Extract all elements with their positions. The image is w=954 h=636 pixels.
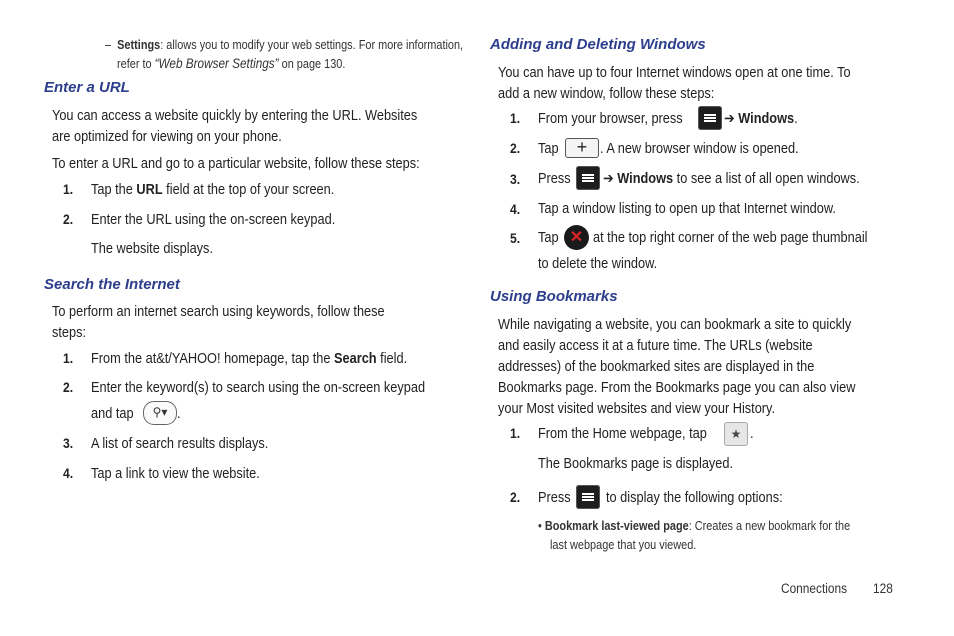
search-step-2-line-2: and tap [91, 406, 134, 422]
url-para-1-line-1: You can access a website quickly by entering the URL. Websites [52, 108, 418, 124]
bm-para-line-5: your Most visited websites and view your History. [498, 401, 776, 417]
bm-para-line-2: and easily access it at a future time. The URLs (website [498, 338, 813, 354]
bm-step-2-end: to display the following options: [606, 490, 783, 506]
step-number: 2. [510, 141, 521, 156]
settings-item [105, 36, 463, 54]
win-para-line-1: You can have up to four Internet windows open at one time. To [498, 65, 851, 81]
win-step-3-text: Press [538, 171, 571, 187]
bookmark-icon: ★ [724, 422, 748, 446]
search-step-2-line-1: Enter the keyword(s) to search using the on-screen keypad [91, 380, 426, 396]
heading-search-internet: Search the Internet [44, 276, 180, 293]
bm-step-1-result: The Bookmarks page is displayed. [538, 456, 734, 472]
bm-para-line-4: Bookmarks page. From the Bookmarks page you can also view [498, 380, 856, 396]
bm-step-1-text: From the Home webpage, tap [538, 426, 707, 442]
step-number: 1. [510, 111, 521, 126]
bm-para-line-3: addresses) of the bookmarked sites are displayed in the [498, 359, 815, 375]
step-number: 1. [63, 182, 74, 197]
step-number: 4. [510, 202, 521, 217]
heading-using-bookmarks: Using Bookmarks [490, 288, 618, 305]
bm-step-1-end: . [750, 426, 754, 442]
search-step-1: From the at&t/YAHOO! homepage, tap the Search field. [91, 351, 408, 367]
win-step-5-line-2: to delete the window. [538, 256, 658, 272]
dash-marker: – [105, 37, 112, 52]
win-step-1-text: From your browser, press [538, 111, 683, 127]
url-step-2: Enter the URL using the on-screen keypad. [91, 212, 336, 228]
bullet-desc: : Creates a new bookmark for the [688, 518, 851, 533]
bm-para-line-1: While navigating a website, you can bookmark a site to quickly [498, 317, 852, 333]
win-step-2-text: Tap [538, 141, 559, 157]
search-para-line-2: steps: [52, 325, 87, 341]
footer-section: Connections [781, 581, 848, 596]
step-number: 1. [63, 351, 74, 366]
bm-step-2-text: Press [538, 490, 571, 506]
settings-desc: : allows you to modify your web settings. For more information, [160, 37, 464, 52]
close-window-icon [564, 225, 589, 250]
step-number: 4. [63, 466, 74, 481]
ref-pre: refer to [117, 56, 155, 71]
search-step-2-period: . [177, 406, 181, 422]
menu-key-icon [576, 166, 600, 190]
url-para-2: To enter a URL and go to a particular website, follow these steps: [52, 156, 420, 172]
bm-bullet-1 [538, 517, 850, 535]
win-step-5-end: at the top right corner of the web page thumbnail [593, 230, 868, 246]
step-number: 2. [63, 380, 74, 395]
menu-key-icon [698, 106, 722, 130]
win-step-1-end: ➔ Windows. [724, 111, 798, 127]
heading-enter-url: Enter a URL [44, 79, 130, 96]
url-para-1-line-2: are optimized for viewing on your phone. [52, 129, 282, 145]
plus-icon: + [565, 138, 599, 158]
ref-post: on page 130. [278, 56, 346, 71]
search-step-4: Tap a link to view the website. [91, 466, 260, 482]
search-icon: ⚲▾ [143, 401, 177, 425]
heading-adding-deleting-windows: Adding and Deleting Windows [490, 36, 706, 53]
settings-term: Settings [117, 37, 161, 52]
ref-link[interactable]: “Web Browser Settings” [154, 55, 279, 71]
url-step-1: Tap the URL field at the top of your screen. [91, 182, 335, 198]
bullet-term: Bookmark last-viewed page [544, 518, 689, 533]
bullet-marker: • [538, 518, 542, 533]
win-para-line-2: add a new window, follow these steps: [498, 86, 715, 102]
step-number: 5. [510, 231, 521, 246]
win-step-3-end: ➔ Windows to see a list of all open windows. [603, 171, 860, 187]
win-step-2-end: . A new browser window is opened. [600, 141, 799, 157]
win-step-4: Tap a window listing to open up that Internet window. [538, 201, 836, 217]
step-number: 2. [510, 490, 521, 505]
page-number: 128 [873, 581, 893, 596]
step-number: 1. [510, 426, 521, 441]
search-step-3: A list of search results displays. [91, 436, 269, 452]
step-number: 3. [510, 172, 521, 187]
menu-key-icon [576, 485, 600, 509]
step-number: 3. [63, 436, 74, 451]
url-step-2-result: The website displays. [91, 241, 213, 257]
win-step-5-text: Tap [538, 230, 559, 246]
step-number: 2. [63, 212, 74, 227]
search-para-line-1: To perform an internet search using keywords, follow these [52, 304, 385, 320]
bm-bullet-1-line-2: last webpage that you viewed. [550, 537, 697, 552]
settings-ref [117, 54, 345, 73]
